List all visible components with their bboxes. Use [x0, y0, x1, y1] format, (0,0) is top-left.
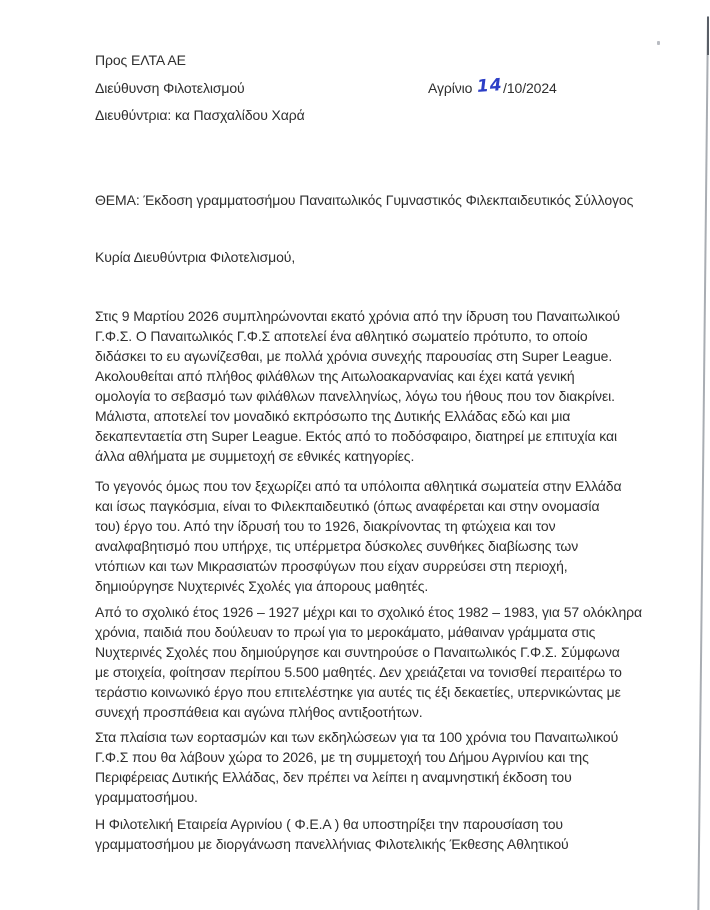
director-line: Διευθύντρια: κα Πασχαλίδου Χαρά: [95, 107, 305, 123]
body-line: γραμματοσήμου με διοργάνωση πανελλήνιας Φιλοτελικής Έκθεσης Αθλητικού: [95, 836, 569, 852]
paragraph: [95, 814, 569, 854]
body-line: δημιούργησε Νυχτερινές Σχολές για άπορους μαθητές.: [95, 578, 429, 594]
paragraph: [95, 602, 642, 722]
body-line: Γ.Φ.Σ. Ο Παναιτωλικός Γ.Φ.Σ αποτελεί ένα αθλητικό σωματείο πρότυπο, το οποίο: [95, 328, 588, 344]
body-line: Γ.Φ.Σ που θα λάβουν χώρα το 2026, με τη συμμετοχή του Δήμου Αγρινίου και της: [95, 749, 589, 765]
body-line: δεκαπενταετία στη Super League. Εκτός από το ποδόσφαιρο, διατηρεί με επιτυχία και: [95, 428, 618, 444]
body-line: Στα πλαίσια των εορτασμών και των εκδηλώσεων για τα 100 χρόνια του Παναιτωλικού: [95, 729, 619, 745]
body-line: Περιφέρειας Δυτικής Ελλάδας, δεν πρέπει να λείπει η αναμνηστική έκδοση του: [95, 769, 572, 785]
paragraph: [95, 727, 618, 807]
body-line: χρόνια, παιδιά που δούλευαν το πρωί για το μεροκάματο, μάθαιναν γράμματα στις: [95, 624, 596, 640]
scan-edge-dark-segment: [707, 17, 709, 55]
date-printed-rest: /10/2024: [503, 80, 557, 96]
salutation-line: Κυρία Διευθύντρια Φιλοτελισμού,: [95, 249, 296, 265]
body-line: αναλφαβητισμό που υπήρχε, τις υπέρμετρα δύσκολες συνθήκες διαβίωσης των: [95, 538, 579, 554]
body-line: με στοιχεία, φοίτησαν περίπου 5.500 μαθητές. Δεν χρειάζεται να τονισθεί περαιτέρω το: [95, 664, 622, 680]
paragraph: [95, 476, 621, 596]
body-line: και ίσως παγκόσμια, είναι το Φιλεκπαιδευτικό (όπως αναφέρεται και στην ονομασία: [95, 498, 600, 514]
paragraph: [95, 306, 620, 466]
body-line: Από το σχολικό έτος 1926 – 1927 μέχρι και το σχολικό έτος 1982 – 1983, για 57 ολόκληρα: [95, 604, 642, 620]
body-line: συνεχή προσπάθεια και αγώνα πλήθος αντιξοοτήτων.: [95, 704, 423, 720]
body-line: Το γεγονός όμως που τον ξεχωρίζει από τα υπόλοιπα αθλητικά σωματεία στην Ελλάδα: [95, 478, 622, 494]
body-line: διδάσκει το ευ αγωνίζεσθαι, με πολλά χρόνια συνεχής παρουσίας στη Super League.: [95, 348, 613, 364]
date-line: [428, 75, 557, 98]
body-line: ντόπιων και των Μικρασιατών προσφύγων που είχαν συρρεύσει στη περιοχή,: [95, 558, 568, 574]
body-line: Μάλιστα, αποτελεί τον μοναδικό εκπρόσωπο της Δυτικής Ελλάδας εδώ και μια: [95, 408, 571, 424]
body-line: Νυχτερινές Σχολές που δημιούργησε και συντηρούσε ο Παναιτωλικός Γ.Φ.Σ. Σύμφωνα: [95, 644, 620, 660]
body-line: του) έργο του. Από την ίδρυσή του το 1926, διακρίνοντας τη φτώχεια και τον: [95, 518, 556, 534]
body-line: ομολογία το σεβασμό των φιλάθλων πανελληνίως, λόγω του ήθους που τον διακρίνει.: [95, 388, 615, 404]
body-line: τεράστιο κοινωνικό έργο που επιτελέστηκε για αυτές τις έξι δεκαετίες, υπερνικώντας με: [95, 684, 621, 700]
scan-speck: [657, 41, 660, 45]
scan-edge-line: [697, 16, 708, 910]
department-line: Διεύθυνση Φιλοτελισμού: [95, 80, 245, 96]
body-line: Στις 9 Μαρτίου 2026 συμπληρώνονται εκατό χρόνια από την ίδρυση του Παναιτωλικού: [95, 308, 620, 324]
body-line: Ακολουθείται από πλήθος φιλάθλων της Αιτωλοακαρνανίας και έχει κατά γενική: [95, 368, 575, 384]
date-day-handwritten: 14: [476, 75, 504, 97]
body-line: άλλα αθλήματα με συμμετοχή σε εθνικές κατηγορίες.: [95, 448, 415, 464]
body-line: Η Φιλοτελική Εταιρεία Αγρινίου ( Φ.Ε.Α ) θα υποστηρίξει την παρουσίαση του: [95, 816, 563, 832]
body-line: γραμματοσήμου.: [95, 789, 198, 805]
date-place: Αγρίνιο: [428, 80, 473, 96]
subject-line: ΘΕΜΑ: Έκδοση γραμματοσήμου Παναιτωλικός Γυμναστικός Φιλεκπαιδευτικός Σύλλογος: [95, 192, 634, 208]
recipient-line: Προς ΕΛΤΑ ΑΕ: [95, 52, 186, 68]
